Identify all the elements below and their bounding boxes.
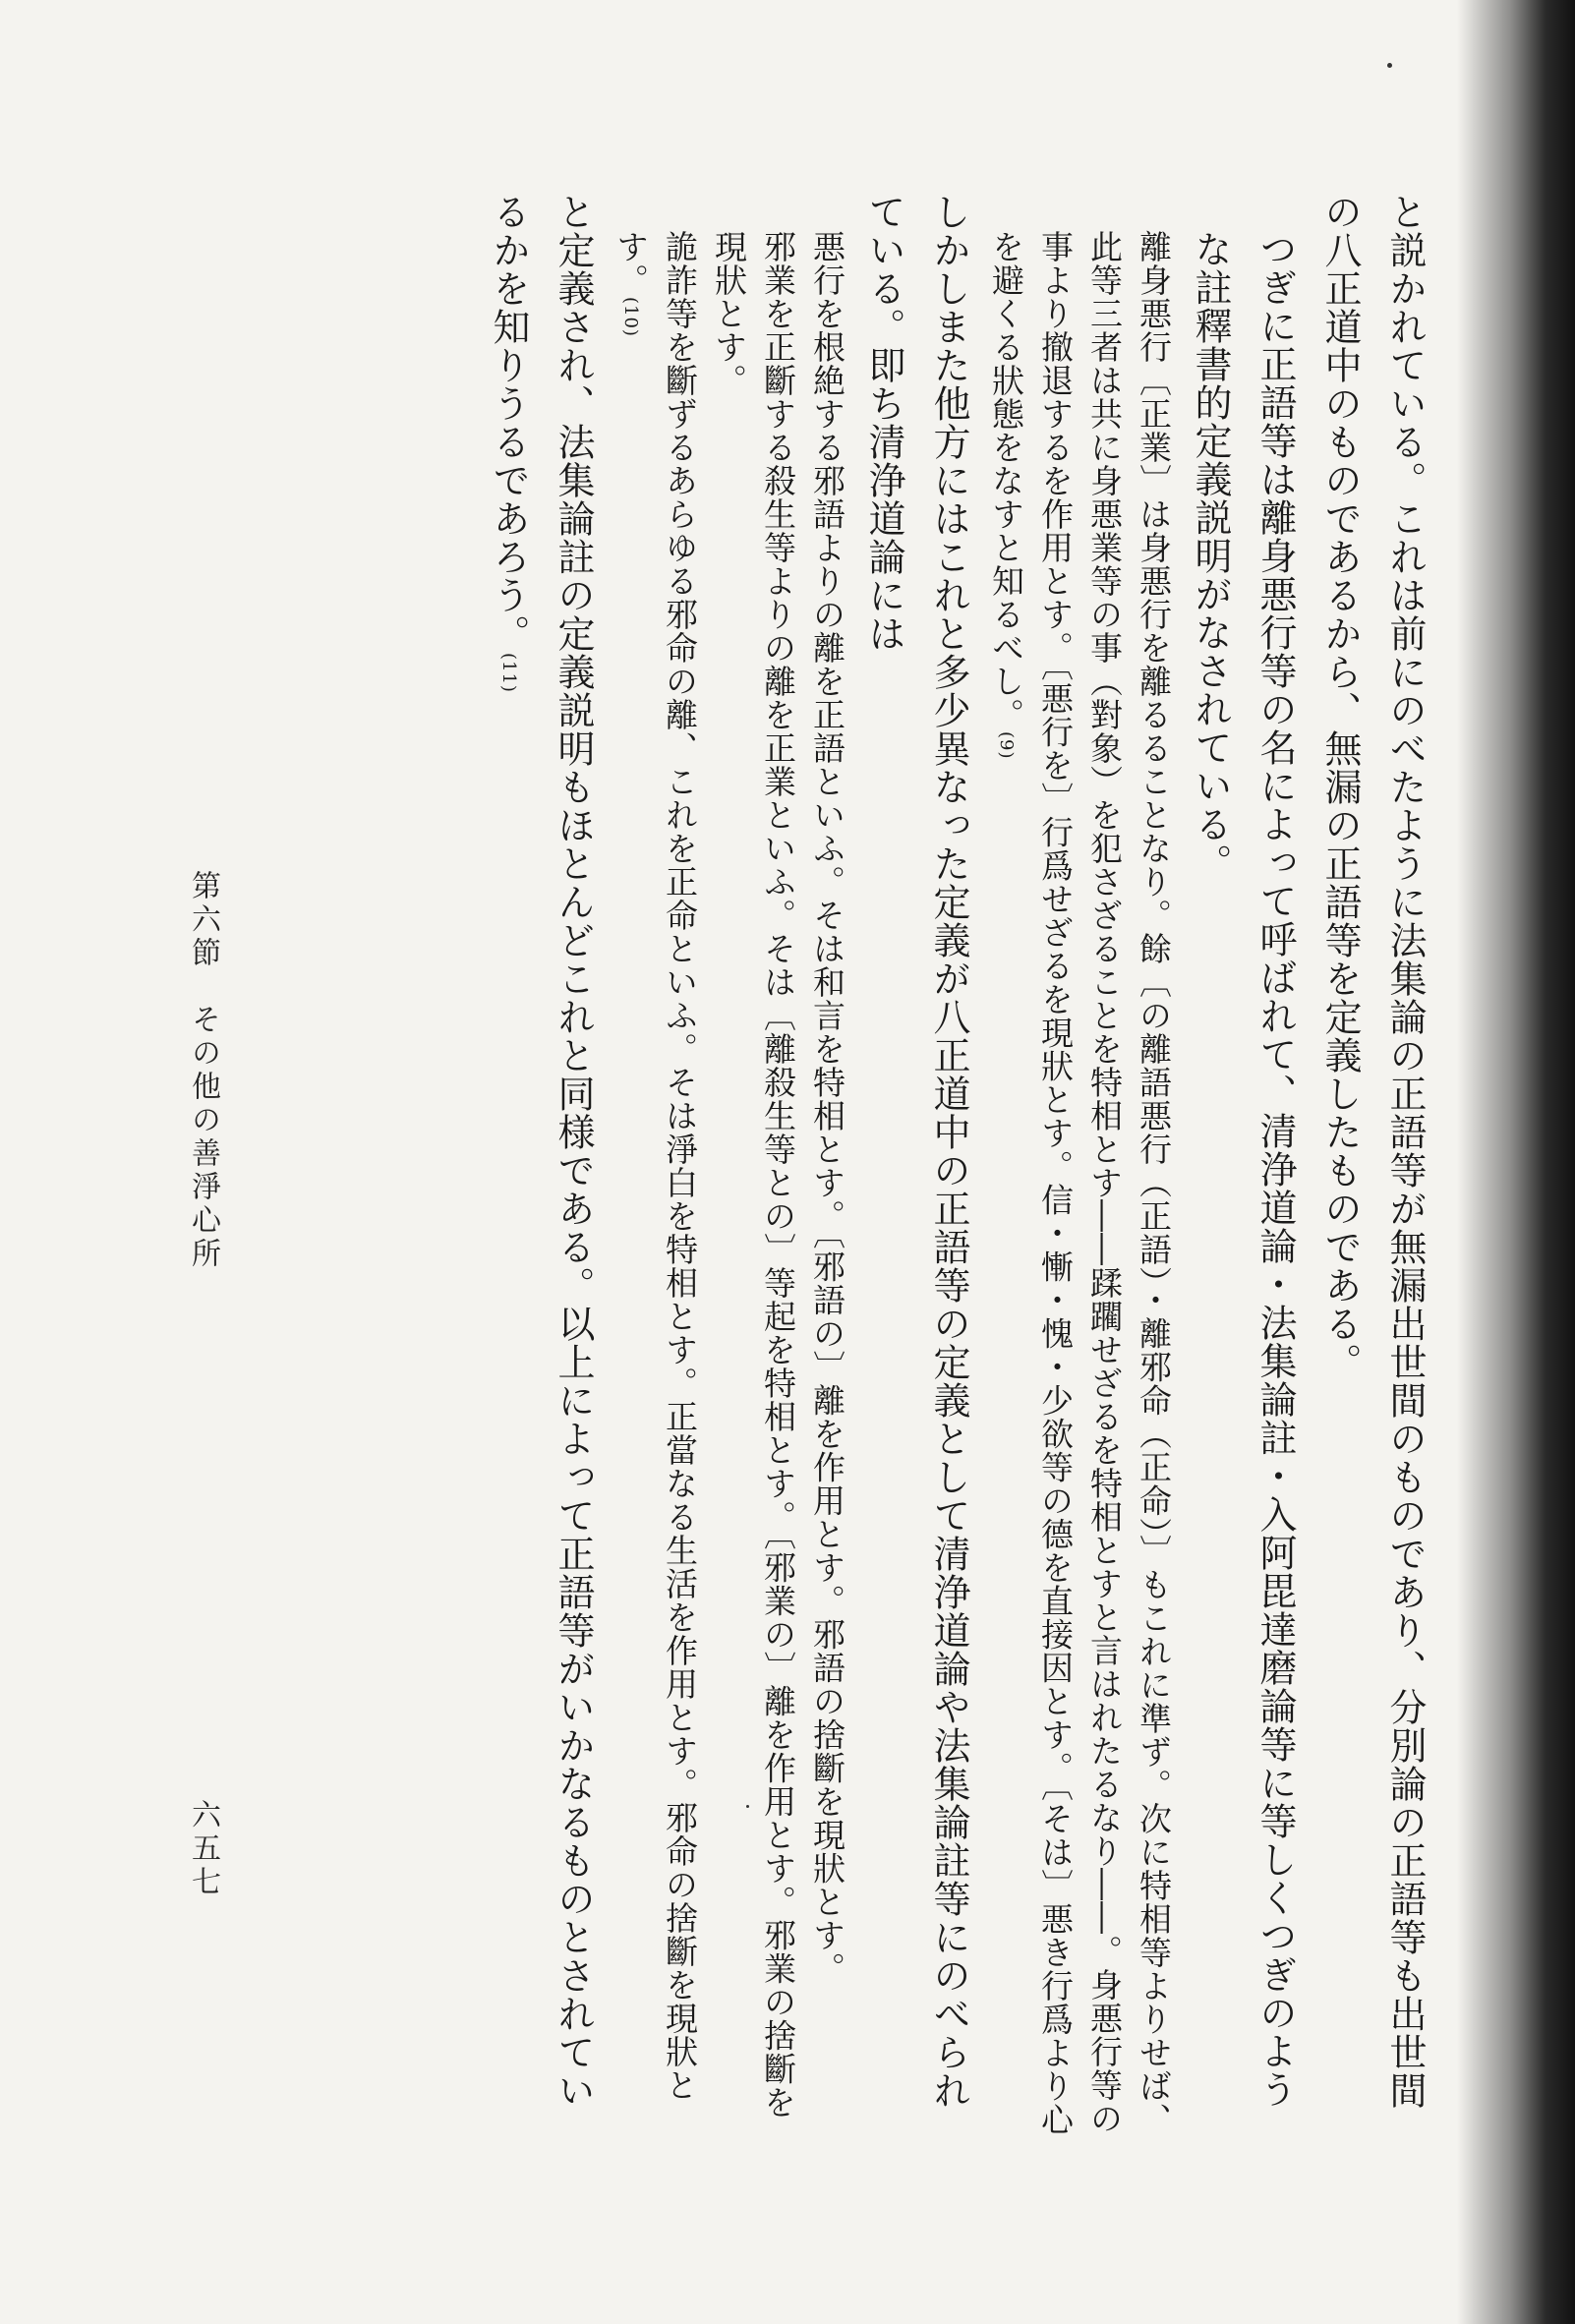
scan-speck <box>1387 63 1392 68</box>
paragraph-4 <box>851 193 981 2139</box>
page-number: 六五七 <box>186 1799 220 1899</box>
paragraph-8-text: と定義され、法集論註の定義説明もほとんどこれと同様である。以上によって正語等がいかなるものとされているかを知りうるであろう。 <box>487 193 595 2110</box>
quote-paragraph-6 <box>704 193 802 2139</box>
scan-shadow-edge <box>1457 0 1575 2324</box>
quote-paragraph-7 <box>606 193 704 2139</box>
running-footer-section-title: 第六節 その他の善淨心所 <box>186 870 220 1271</box>
quote-5-text: 悪行を根絶する邪語よりの離を正語といふ。そは和言を特相とす。〔邪語の〕離を作用とす。邪語の捨斷を現狀とす。 <box>808 230 846 1986</box>
vertical-text-body <box>218 193 1437 2139</box>
paragraph-2-text: つぎに正語等は離身悪行等の名によって呼ばれて、清浄道論・法集論註・入阿毘達磨論等に等しくつぎのような註釋書的定義説明がなされている。 <box>1189 230 1297 2109</box>
footnote-ref-9: (9) <box>996 731 1017 760</box>
quote-7-text: 詭詐等を斷ずるあらゆる邪命の離、これを正命といふ。そは淨白を特相とす。正當なる生活を作用とす。邪命の捨斷を現狀とす。 <box>612 230 699 2102</box>
quote-paragraph-3 <box>981 193 1178 2139</box>
paragraph-1 <box>1308 193 1437 2139</box>
paragraph-1-text: と説かれている。これは前にのべたように法集論の正語等が無漏出世間のものであり、分別論の正語等も出世間の八正道中のものであるから、無漏の正語等を定義したものである。 <box>1318 193 1427 2110</box>
quote-3-text: 離身悪行〔正業〕は身悪行を離るることなり。餘〔の離語悪行（正語）・離邪命（正命）〕もこれに準ず。次に特相等よりせば、此等三者は共に身悪業等の事（對象）を犯さざることを特相とす――蹂躙せざるを特相とすと言はれたるなり――。身悪行等の事より撤退するを作用とす。〔悪行を〕行爲せざるを現狀とす。信・慚・愧・少欲等の德を直接因とす。〔そは〕悪き行爲より心を避くる狀態をなすと知るべし。 <box>987 230 1173 2136</box>
paragraph-4-text: しかしまた他方にはこれと多少異なった定義が八正道中の正語等の定義として清浄道論や法集論註等にのべられている。即ち清浄道論には <box>862 193 970 2110</box>
paragraph-2 <box>1178 193 1308 2139</box>
footnote-ref-10: (10) <box>620 297 641 337</box>
paragraph-8 <box>476 193 606 2139</box>
footnote-ref-11: (11) <box>498 653 519 693</box>
quote-6-text: 邪業を正斷する殺生等よりの離を正業といふ。そは〔離殺生等との〕等起を特相とす。〔邪業の〕離を作用とす。邪業の捨斷を現狀とす。 <box>710 230 797 2120</box>
quote-paragraph-5 <box>802 193 851 2139</box>
